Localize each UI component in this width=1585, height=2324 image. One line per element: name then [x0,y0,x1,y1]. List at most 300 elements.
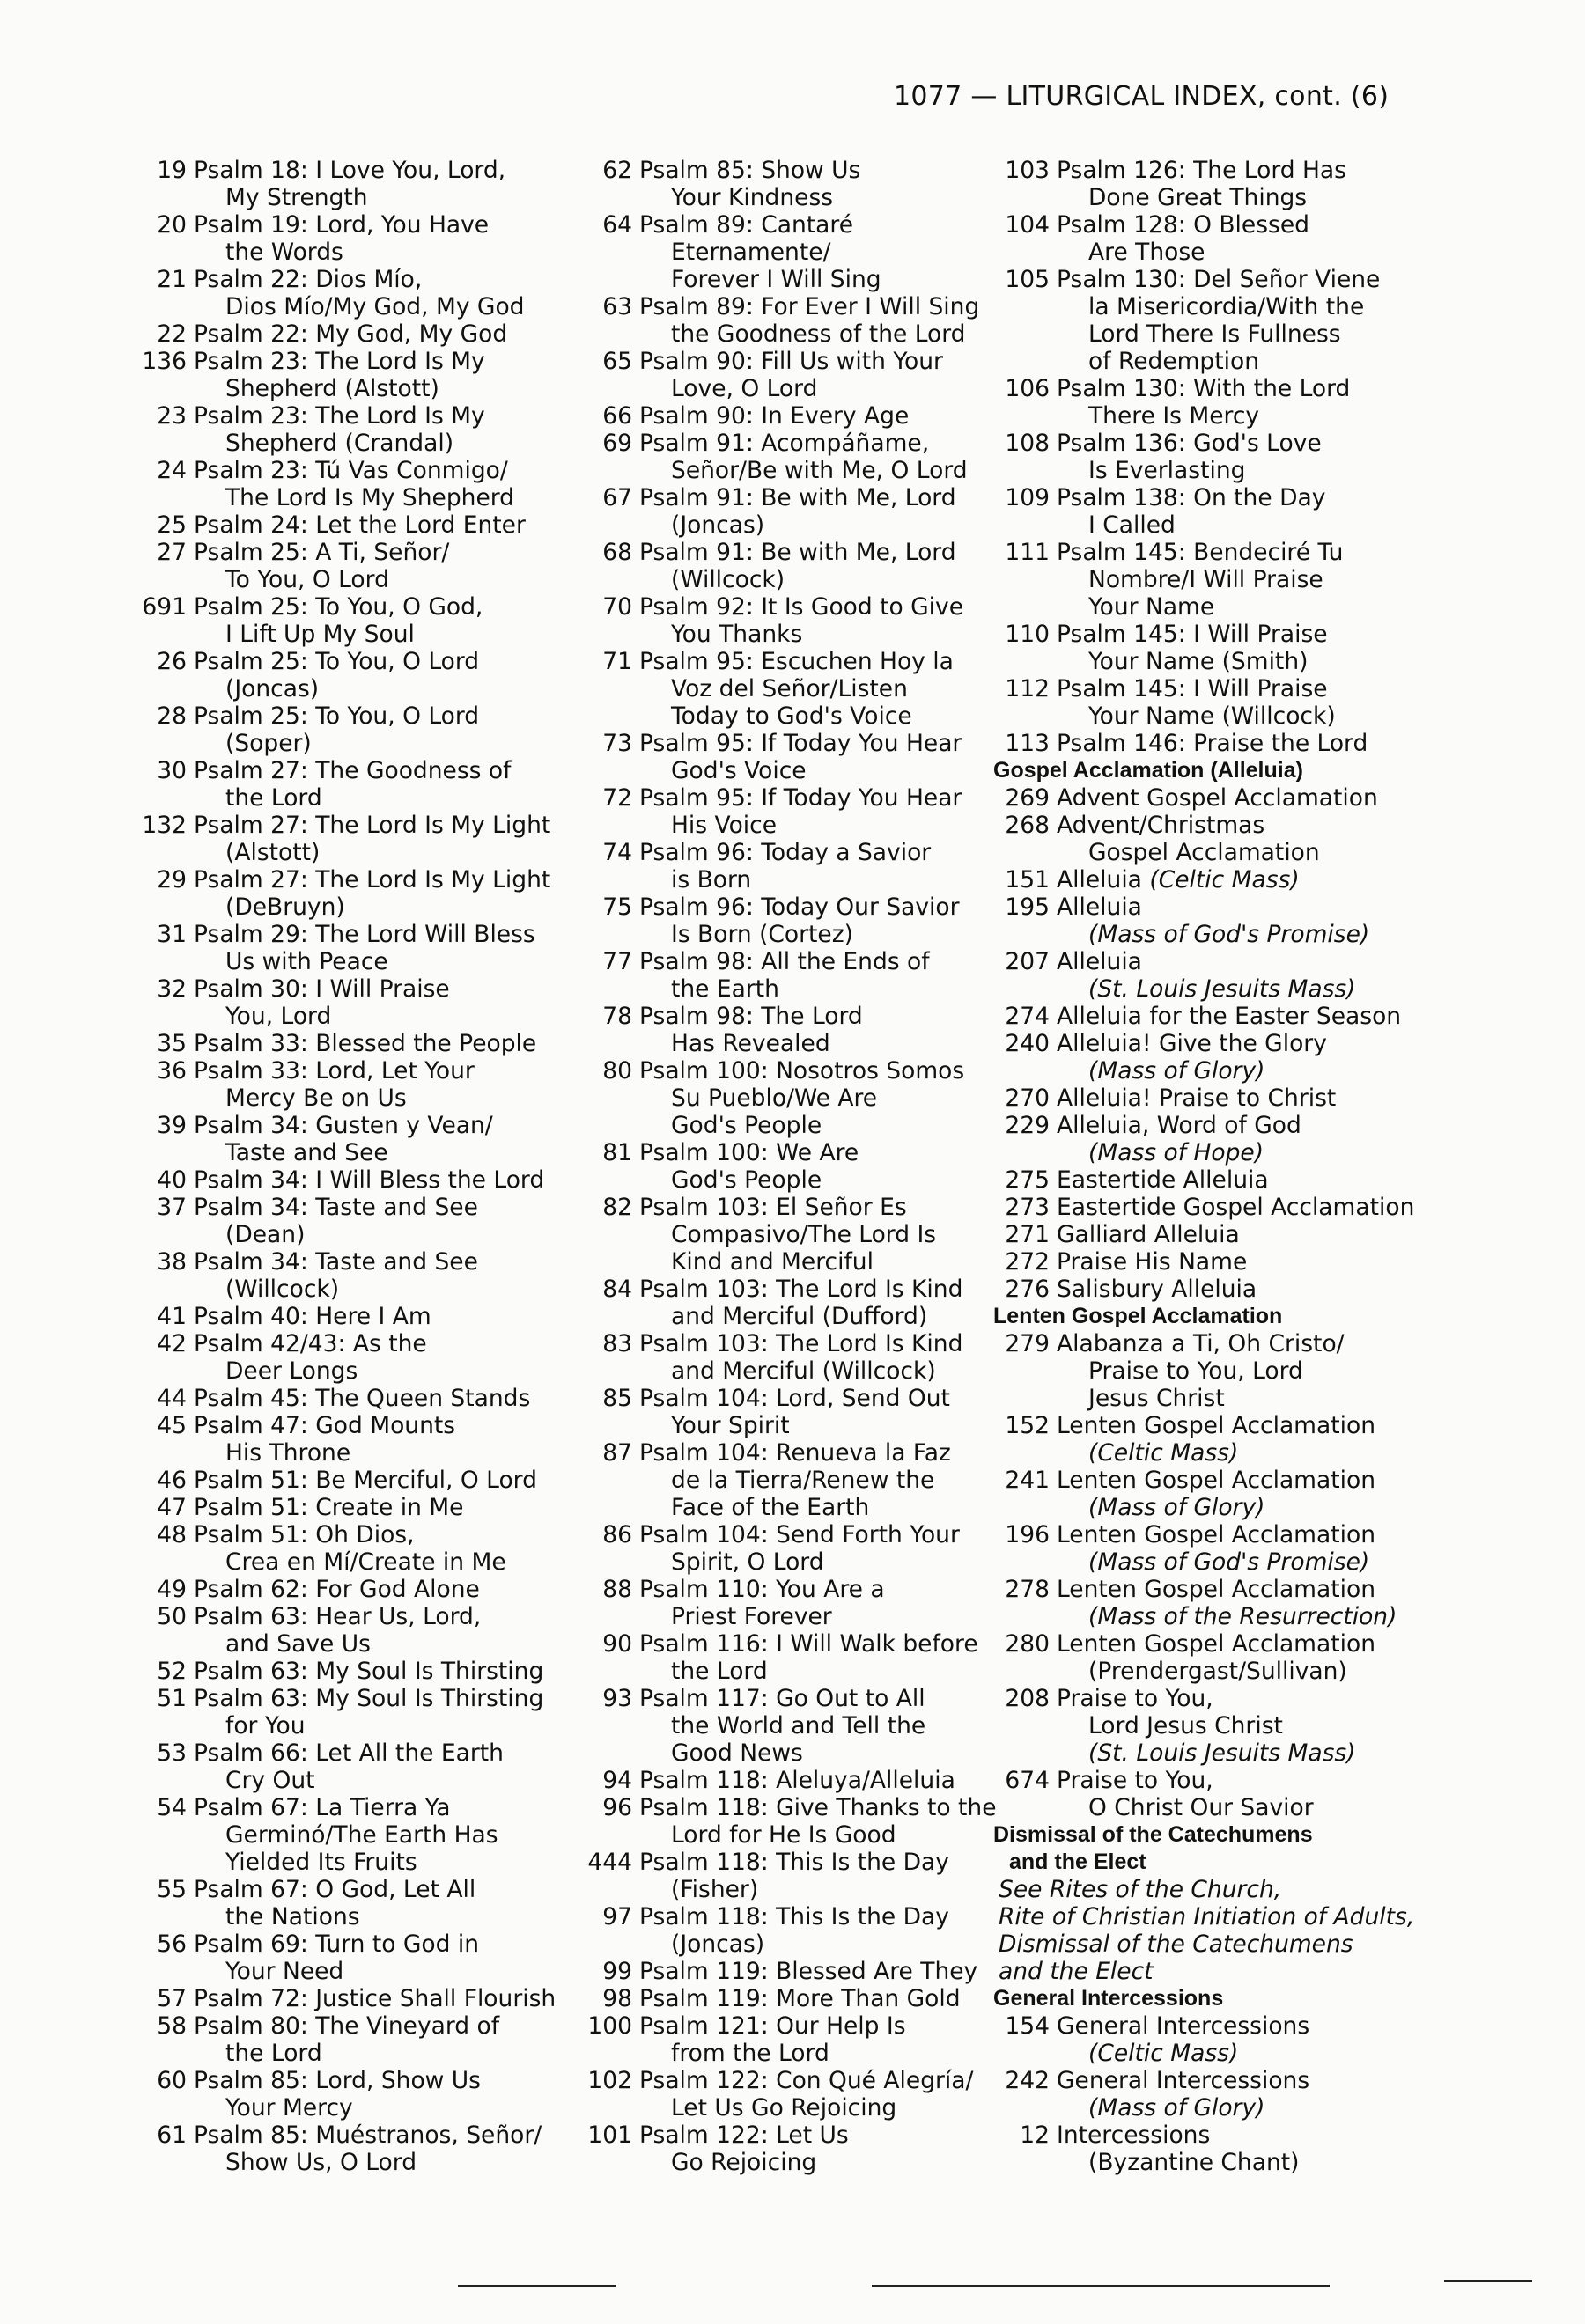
hymn-number: 270 [1005,1085,1050,1112]
entry-title-line: Psalm 62: For God Alone [194,1576,480,1603]
entry-title-line: Psalm 104: Lord, Send Out [639,1385,950,1412]
hymn-number: 275 [1005,1166,1050,1194]
entry-title-line: There Is Mercy [1088,402,1260,430]
entry-title-line: the Lord [225,784,322,812]
mass-setting: (Mass of God's Promise) [1088,921,1370,948]
hymn-number: 74 [602,839,632,866]
entry-title-line: (Dean) [225,1221,306,1248]
entry-title-line: Psalm 136: God's Love [1057,430,1322,457]
entry-title-line: Praise to You, [1057,1767,1213,1794]
index-entry [576,1576,990,1630]
entry-title-line: Psalm 95: If Today You Hear [639,784,962,812]
entry-title-line: Psalm 23: The Lord Is My [194,348,485,375]
entry-title-line: (Willcock) [225,1276,340,1303]
entry-title-line: Psalm 24: Let the Lord Enter [194,511,526,539]
entry-title-line: Psalm 122: Let Us [639,2122,849,2149]
index-entry [993,1330,1407,1412]
entry-title-line: Psalm 42/43: As the [194,1330,427,1357]
hymn-number: 65 [602,348,632,375]
hymn-number: 26 [157,648,187,675]
entry-title-line: God's Voice [671,757,807,784]
hymn-number: 78 [602,1003,632,1030]
index-entry [993,730,1407,757]
index-entry [130,2122,562,2176]
index-entry [993,1221,1407,1248]
entry-title-line: (Byzantine Chant) [1088,2149,1300,2176]
entry-title-line: Psalm 98: All the Ends of [639,948,930,975]
entry-title-line: Psalm 51: Oh Dios, [194,1521,415,1548]
entry-title-line: Psalm 69: Turn to God in [194,1931,480,1958]
entry-title-line: for You [225,1712,306,1739]
index-entry [576,648,990,730]
hymn-number: 20 [157,211,187,239]
index-entry [993,1521,1407,1576]
entry-title-line: Psalm 85: Muéstranos, Señor/ [194,2122,542,2149]
entry-title-line: Lenten Gospel Acclamation [1057,1412,1375,1439]
index-entry [130,1057,562,1112]
index-entry [130,866,562,921]
entry-title-line: Psalm 118: Give Thanks to the [639,1794,997,1821]
hymn-number: 152 [1005,1412,1050,1439]
hymn-number: 70 [602,593,632,621]
entry-title-line: Psalm 33: Blessed the People [194,1030,537,1057]
section-heading-line: Lenten Gospel Acclamation [993,1304,1283,1328]
section-heading-line: Gospel Acclamation (Alleluia) [993,758,1303,783]
index-entry [130,157,562,211]
index-entry [576,484,990,539]
entry-title-line: (Soper) [225,730,312,757]
index-entry [576,348,990,402]
hymn-number: 444 [587,1849,632,1876]
hymn-number: 66 [602,402,632,430]
entry-title-line: Psalm 63: My Soul Is Thirsting [194,1685,544,1712]
entry-title-line: Psalm 85: Lord, Show Us [194,2067,481,2094]
hymn-number: 98 [602,1985,632,2012]
entry-title-line: Psalm 95: If Today You Hear [639,730,962,757]
entry-title-line: Psalm 29: The Lord Will Bless [194,921,535,948]
index-entry [993,1194,1415,1221]
index-column-2 [576,157,997,2176]
entry-title-line: of Redemption [1088,348,1260,375]
hymn-number: 39 [157,1112,187,1139]
index-entry [576,1794,997,1849]
mass-setting: (Celtic Mass) [1088,2040,1239,2067]
hymn-number: 57 [157,1985,187,2012]
entry-title-line: Psalm 89: Cantaré [639,211,854,239]
index-entry [993,266,1407,375]
entry-title-line: (Prendergast/Sullivan) [1088,1658,1347,1685]
entry-title-line: Priest Forever [671,1603,832,1630]
mass-setting: (St. Louis Jesuits Mass) [1088,975,1356,1003]
hymn-number: 241 [1005,1467,1050,1494]
entry-title-line: Alleluia for the Easter Season [1057,1003,1402,1030]
index-entry [993,1003,1407,1030]
hymn-number: 54 [157,1794,187,1821]
entry-title-line: Psalm 67: O God, Let All [194,1876,476,1903]
entry-title-line: Psalm 104: Send Forth Your [639,1521,960,1548]
hymn-number: 81 [602,1139,632,1166]
hymn-number: 278 [1005,1576,1050,1603]
hymn-number: 32 [157,975,187,1003]
index-entry [576,1958,990,1985]
entry-title-line: Psalm 27: The Lord Is My Light [194,866,551,894]
index-entry [130,320,562,348]
hymn-number: 37 [157,1194,187,1221]
hymn-number: 102 [587,2067,632,2094]
entry-title-line: Lenten Gospel Acclamation [1057,1576,1375,1603]
entry-title-line: Your Name [1088,593,1215,621]
section-heading [993,1821,1407,1876]
index-entry [576,430,990,484]
entry-title-line: Psalm 90: In Every Age [639,402,910,430]
index-entry [130,1985,562,2012]
hymn-number: 69 [602,430,632,457]
hymn-number: 106 [1005,375,1050,402]
index-entry [130,211,562,266]
hymn-number: 73 [602,730,632,757]
entry-title-line: the Lord [225,2040,322,2067]
hymn-number: 195 [1005,894,1050,921]
hymn-number: 108 [1005,430,1050,457]
index-entry [993,2012,1407,2067]
entry-title-line: Face of the Earth [671,1494,870,1521]
entry-title-line: (DeBruyn) [225,894,345,921]
index-entry [993,784,1407,812]
hymn-number: 51 [157,1685,187,1712]
hymn-number: 93 [602,1685,632,1712]
hymn-number: 240 [1005,1030,1050,1057]
hymn-number: 60 [157,2067,187,2094]
entry-title-line: Psalm 128: O Blessed [1057,211,1309,239]
hymn-number: 71 [602,648,632,675]
entry-title-line: Salisbury Alleluia [1057,1276,1257,1303]
entry-title-line: Dios Mío/My God, My God [225,293,525,320]
index-entry [130,348,562,402]
index-entry [576,1985,990,2012]
index-entry [993,430,1407,484]
mass-setting: (St. Louis Jesuits Mass) [1088,1739,1356,1767]
entry-title-line: the Words [225,239,343,266]
entry-title-line: Psalm 34: Gusten y Vean/ [194,1112,493,1139]
entry-title-line: Are Those [1088,239,1205,266]
entry-title-line: Alleluia (Celtic Mass) [1057,866,1300,894]
hymn-number: 45 [157,1412,187,1439]
mass-setting: (Celtic Mass) [1149,866,1300,894]
index-entry [130,1603,562,1658]
entry-title-line: the Nations [225,1903,360,1931]
index-entry [576,2122,990,2176]
hymn-number: 47 [157,1494,187,1521]
entry-title-line: Let Us Go Rejoicing [671,2094,897,2122]
index-entry [576,1276,990,1330]
hymn-number: 42 [157,1330,187,1357]
entry-title-line: Psalm 91: Be with Me, Lord [639,539,956,566]
entry-title-line: Psalm 67: La Tierra Ya [194,1794,451,1821]
hymn-number: 19 [157,157,187,184]
hymn-number: 38 [157,1248,187,1276]
entry-title-line: Psalm 51: Create in Me [194,1494,464,1521]
hymn-number: 86 [602,1521,632,1548]
entry-title-line: Taste and See [225,1139,388,1166]
hymn-number: 56 [157,1931,187,1958]
hymn-number: 101 [587,2122,632,2149]
hymn-number: 94 [602,1767,632,1794]
hymn-number: 97 [602,1903,632,1931]
entry-title-line: Psalm 145: I Will Praise [1057,621,1328,648]
entry-title-line: Psalm 117: Go Out to All [639,1685,925,1712]
index-entry [130,757,562,812]
index-entry [993,866,1407,894]
entry-title-line: Lenten Gospel Acclamation [1057,1630,1375,1658]
section-heading-line: General Intercessions [993,1986,1224,2011]
entry-title-line: Your Mercy [225,2094,353,2122]
entry-title-line: Voz del Señor/Listen [671,675,908,702]
hymn-number: 41 [157,1303,187,1330]
entry-title-line: Psalm 19: Lord, You Have [194,211,490,239]
index-entry [576,1057,990,1139]
entry-title-line: Psalm 47: God Mounts [194,1412,456,1439]
entry-title-line: Lord for He Is Good [671,1821,896,1849]
index-entry [576,157,990,211]
index-entry [993,2122,1407,2176]
hymn-number: 87 [602,1439,632,1467]
entry-title-line: Good News [671,1739,803,1767]
footer-rule-left [458,2285,616,2287]
entry-title-line: Praise to You, Lord [1088,1357,1303,1385]
entry-title-line: Is Everlasting [1088,457,1246,484]
index-entry [993,1248,1407,1276]
entry-title-line: Has Revealed [671,1030,830,1057]
hymn-number: 36 [157,1057,187,1085]
mass-setting: (Mass of God's Promise) [1088,1548,1370,1576]
index-entry [130,921,562,975]
hymn-number: 242 [1005,2067,1050,2094]
entry-title-line: Su Pueblo/We Are [671,1085,878,1112]
entry-title-line: Psalm 130: With the Lord [1057,375,1351,402]
index-entry [130,402,562,457]
index-entry [130,2012,562,2067]
index-entry [993,894,1407,948]
entry-title-line: I Called [1088,511,1176,539]
hymn-number: 75 [602,894,632,921]
entry-title-line: Psalm 103: The Lord Is Kind [639,1330,963,1357]
entry-title-line: Praise to You, [1057,1685,1213,1712]
entry-title-line: Shepherd (Crandal) [225,430,454,457]
hymn-number: 674 [1005,1767,1050,1794]
hymn-number: 21 [157,266,187,293]
index-entry [993,948,1407,1003]
entry-title-line: General Intercessions [1057,2012,1310,2040]
hymn-number: 110 [1005,621,1050,648]
hymn-number: 62 [602,157,632,184]
index-column-3 [993,157,1415,2176]
index-entry [130,1412,562,1467]
index-entry [993,2067,1407,2122]
entry-title-line: from the Lord [671,2040,829,2067]
hymn-number: 46 [157,1467,187,1494]
index-entry [130,1494,562,1521]
hymn-number: 29 [157,866,187,894]
entry-title-line: Alabanza a Ti, Oh Cristo/ [1057,1330,1345,1357]
entry-title-line: Jesus Christ [1088,1385,1225,1412]
entry-title-line: the Lord [671,1658,768,1685]
index-entry [130,1112,562,1166]
entry-title-line: Señor/Be with Me, O Lord [671,457,968,484]
hymn-number: 154 [1005,2012,1050,2040]
entry-title-line: Galliard Alleluia [1057,1221,1240,1248]
index-entry [130,1931,562,1985]
index-entry [130,648,562,702]
entry-title-line: You, Lord [225,1003,332,1030]
entry-title-line: Psalm 27: The Goodness of [194,757,512,784]
index-entry [993,1085,1407,1112]
index-entry [993,1030,1407,1085]
hymn-number: 100 [587,2012,632,2040]
hymn-number: 88 [602,1576,632,1603]
entry-title-line: Psalm 27: The Lord Is My Light [194,812,551,839]
index-entry [130,1248,562,1303]
hymn-number: 96 [602,1794,632,1821]
hymn-number: 111 [1005,539,1050,566]
entry-title-line: Your Spirit [671,1412,790,1439]
hymn-number: 58 [157,2012,187,2040]
footer-rule-right [1444,2280,1532,2282]
entry-title-line: Psalm 92: It Is Good to Give [639,593,964,621]
mass-setting: (Celtic Mass) [1088,1439,1239,1467]
entry-title-line: Psalm 89: For Ever I Will Sing [639,293,980,320]
hymn-number: 27 [157,539,187,566]
hymn-number: 112 [1005,675,1050,702]
entry-title-line: Psalm 121: Our Help Is [639,2012,906,2040]
index-entry [130,539,562,593]
entry-title-line: God's People [671,1166,822,1194]
entry-title-line: Psalm 40: Here I Am [194,1303,431,1330]
hymn-number: 24 [157,457,187,484]
entry-title-line: (Joncas) [671,1931,765,1958]
entry-title-line: Psalm 91: Acompáñame, [639,430,930,457]
entry-title-line: Kind and Merciful [671,1248,874,1276]
index-entry [993,375,1407,430]
index-entry [576,1849,990,1903]
entry-title-line: Forever I Will Sing [671,266,881,293]
entry-title-line: Psalm 103: El Señor Es [639,1194,907,1221]
entry-title-line: Psalm 45: The Queen Stands [194,1385,531,1412]
hymn-number: 53 [157,1739,187,1767]
entry-title-line: Psalm 33: Lord, Let Your [194,1057,475,1085]
hymn-number: 63 [602,293,632,320]
entry-title-line: To You, O Lord [225,566,389,593]
hymn-number: 132 [142,812,187,839]
entry-title-line: Psalm 96: Today Our Savior [639,894,960,921]
hymn-number: 104 [1005,211,1050,239]
index-entry [130,1467,562,1494]
entry-title-line: His Voice [671,812,778,839]
entry-title-line: Lenten Gospel Acclamation [1057,1521,1375,1548]
entry-title-line: Psalm 95: Escuchen Hoy la [639,648,954,675]
index-entry [130,1794,562,1876]
entry-title-line: and Merciful (Willcock) [671,1357,936,1385]
section-heading [993,1303,1407,1330]
entry-title-line: Psalm 91: Be with Me, Lord [639,484,956,511]
index-entry [576,1330,990,1385]
mass-setting: (Mass of Glory) [1088,2094,1265,2122]
entry-title-line: Crea en Mí/Create in Me [225,1548,506,1576]
index-entry [576,784,990,839]
hymn-number: 64 [602,211,632,239]
note-line: and the Elect [999,1958,1154,1985]
hymn-number: 691 [142,593,187,621]
index-entry [576,894,990,948]
index-entry [993,675,1407,730]
entry-title-line: (Joncas) [671,511,765,539]
index-entry [993,1276,1407,1303]
entry-title-line: Mercy Be on Us [225,1085,407,1112]
index-entry [993,539,1407,621]
index-entry [576,293,990,348]
entry-title-line: Intercessions [1057,2122,1211,2149]
mass-setting: (Mass of the Resurrection) [1088,1603,1397,1630]
index-entry [576,1903,990,1958]
index-entry [130,1166,562,1194]
entry-title-line: Gospel Acclamation [1088,839,1320,866]
hymn-number: 61 [157,2122,187,2149]
entry-title-line: Deer Longs [225,1357,358,1385]
index-entry [130,1385,562,1412]
entry-title-line: Advent/Christmas [1057,812,1265,839]
index-entry [576,1439,990,1521]
mass-setting: (Mass of Glory) [1088,1494,1265,1521]
entry-title-line: Psalm 118: Aleluya/Alleluia [639,1767,955,1794]
entry-title-line: Your Need [225,1958,344,1985]
index-entry [993,1412,1407,1467]
hymn-number: 50 [157,1603,187,1630]
entry-title-line: You Thanks [671,621,803,648]
entry-title-line: Psalm 34: Taste and See [194,1194,478,1221]
index-entry [993,621,1407,675]
entry-title-line: Lord There Is Fullness [1088,320,1341,348]
entry-title-line: la Misericordia/With the [1088,293,1365,320]
hymn-number: 109 [1005,484,1050,511]
entry-title-line: the Goodness of the Lord [671,320,966,348]
index-entry [130,1658,562,1685]
hymn-number: 279 [1005,1330,1050,1357]
footer-rule-center [872,2285,1330,2287]
hymn-number: 105 [1005,266,1050,293]
entry-title-line: Psalm 100: We Are [639,1139,859,1166]
hymn-number: 48 [157,1521,187,1548]
entry-title-line: Psalm 25: A Ti, Señor/ [194,539,450,566]
index-entry [576,1630,990,1685]
entry-title-line: Alleluia [1057,894,1142,921]
entry-title-line: Psalm 118: This Is the Day [639,1903,949,1931]
entry-title-line: Show Us, O Lord [225,2149,417,2176]
entry-title-line: General Intercessions [1057,2067,1310,2094]
index-entry [130,266,562,320]
cross-reference-note [993,1876,1415,1985]
entry-title-line: Psalm 51: Be Merciful, O Lord [194,1467,537,1494]
index-entry [576,839,990,894]
hymn-number: 276 [1005,1276,1050,1303]
index-entry [993,211,1407,266]
entry-title-line: His Throne [225,1439,351,1467]
hymn-number: 84 [602,1276,632,1303]
hymn-number: 55 [157,1876,187,1903]
entry-title-line: Psalm 25: To You, O God, [194,593,483,621]
index-entry [993,1767,1407,1821]
entry-title-line: Your Kindness [671,184,834,211]
note-line: Dismissal of the Catechumens [999,1931,1353,1958]
entry-title-line: Alleluia [1057,948,1142,975]
